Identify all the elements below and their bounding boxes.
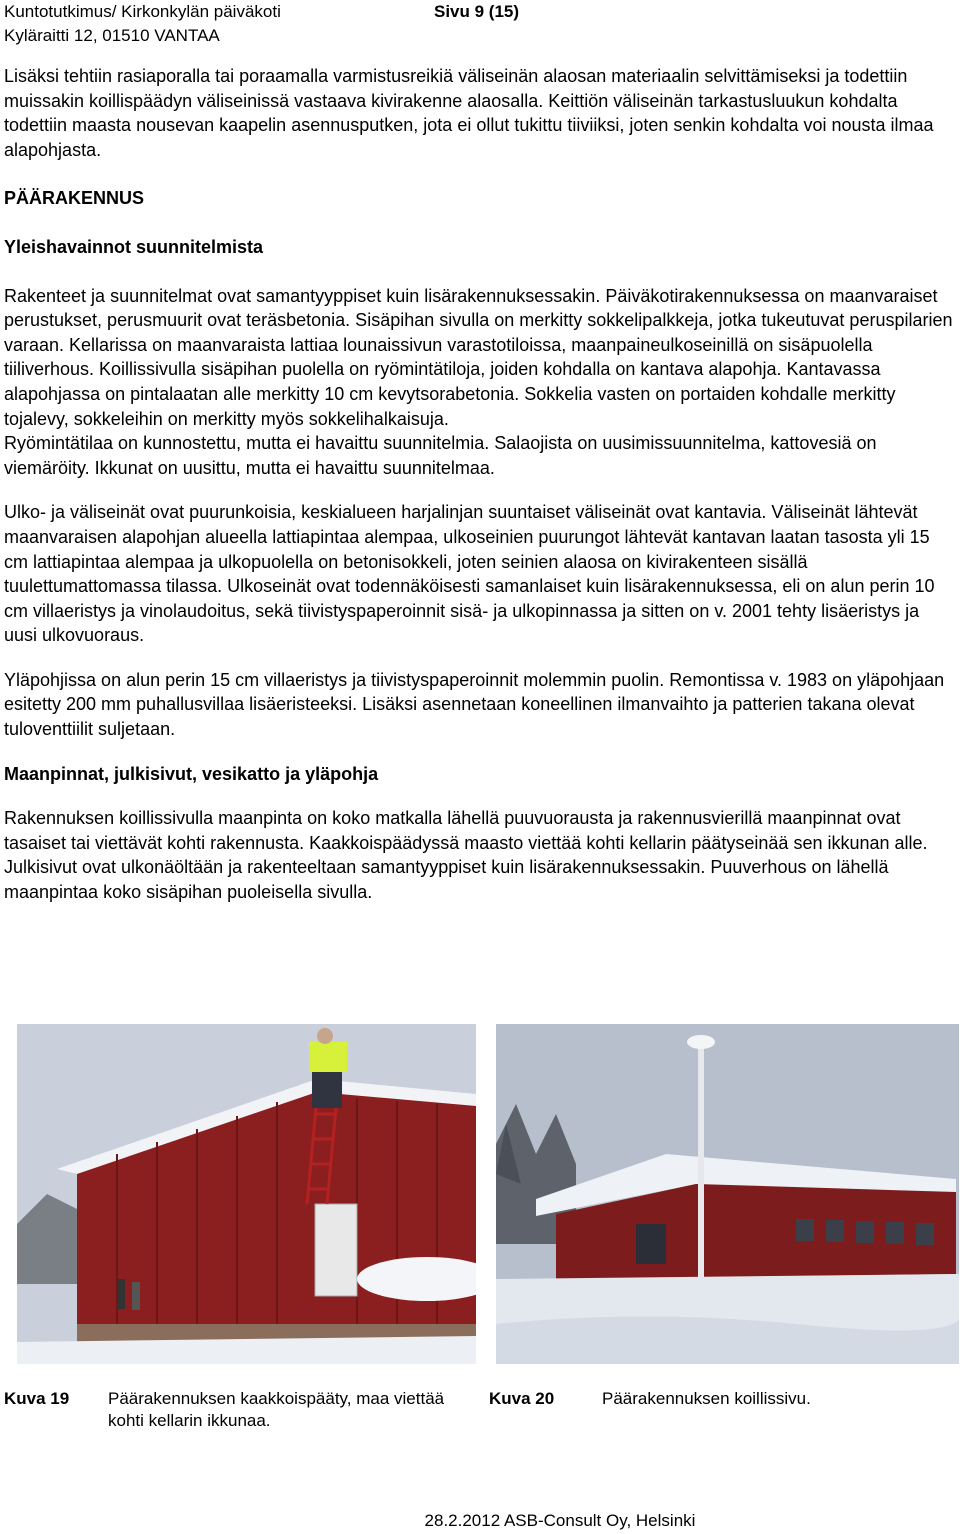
section-heading-main-building: PÄÄRAKENNUS [4, 188, 145, 209]
paragraph-intro: Lisäksi tehtiin rasiaporalla tai poraamalla varmistusreikiä väliseinän alaosan materiaalin selvittämiseksi ja todettiin muissakin koillispäädyn väliseinissä vastaava kivirakenne alaosalla. Keittiön väliseinän tarkastusluukun kohdalta todettiin maasta nousevan kaapelin asennusputken, jota ei ollut tukittu tiiviiksi, joten senkin kohdalta voi nousta ilmaa alapohjasta. [4, 66, 934, 160]
header-title: Kuntotutkimus/ Kirkonkylän päiväkoti [4, 2, 281, 21]
paragraph-walls: Ulko- ja väliseinät ovat puurunkoisia, keskialueen harjalinjan suuntaiset väliseinät ovat kantavia. Väliseinät lähtevät maanvaraisen alapohjan alueella lattiapintaa alempaa, ulkoseinien puurungot lähtevät kantavan laatan tasosta yli 15 cm lattiapintaa alempaa ja ulkopuolella on betonisokkeli, joten seinien alaosa on kivirakenteen sisällä tuulettumattomassa tilassa. Ulkoseinät ovat todennäköisesti samanlaiset kuin lisärakennuksessa, eli on alun perin 10 cm villaeristys ja vinolaudoitus, sekä tiivistyspaperoinnit sisä- ja ulkopinnassa ja sitten on v. 2001 tehty lisäeristys ja uusi ulkovuoraus. [4, 502, 935, 646]
caption-photo-19 [4, 1388, 69, 1410]
subheading-ground-facades-roof: Maanpinnat, julkisivut, vesikatto ja yläpohja [4, 763, 379, 784]
paragraph-structures: Rakenteet ja suunnitelmat ovat samantyyppiset kuin lisärakennuksessakin. Päiväkotirakennuksessa on maanvaraiset perustukset, perusmuurit ovat teräsbetonia. Sisäpihan sivulla on merkitty sokkelipalkkeja, jotka tukeutuvat peruspilarien varaan. Kellarissa on maanvaraista lattiaa lounaissivun varastotiloissa, maanpaineulkoseinillä on sisäpuolella tiiliverhous. Koillissivulla sisäpihan puolella on ryömintätiloja, joiden kohdalla on kantava alapohja. Kantavassa alapohjassa on pintalaatan alle merkitty 10 cm kevytsorabetonia. Sokkelia vasten on portaiden kohdalle merkitty tojalevy, sokkeleihin on merkitty myös sokkelihalkaisuja. [4, 285, 953, 429]
page-number: Sivu 9 (15) [434, 2, 520, 21]
footer-text: 28.2.2012 ASB-Consult Oy, Helsinki [424, 1511, 696, 1530]
page-header [4, 0, 520, 48]
page-footer [0, 1511, 960, 1531]
caption-text-19: Päärakennuksen kaakkoispääty, maa viettää kohti kellarin ikkunaa. [108, 1389, 445, 1430]
paragraph-ground: Rakennuksen koillissivulla maanpinta on koko matkalla lähellä puuvuorausta ja rakennusvierillä maanpinnat ovat tasaiset tai viettävät kohti rakennusta. Kaakkoispäädyssä maasto viettää kohti kellarin päätyseinää sen ikkunan alle. Julkisivut ovat ulkonäöltään ja rakenteeltaan samantyyppiset kuin lisärakennuksessakin. Puuverhous on lähellä maanpintaa koko sisäpihan puoleisella sivulla. [4, 808, 928, 903]
paragraph-roof: Yläpohjissa on alun perin 15 cm villaeristys ja tiivistyspaperoinnit molemmin puolin. Remontissa v. 1983 on yläpohjaan esitetty 200 mm puhallusvillaa lisäeristeeksi. Lisäksi asennetaan koneellinen ilmanvaihto ja patterien takana olevat tuloventtiilit suljetaan. [4, 669, 945, 740]
header-address: Kyläraitti 12, 01510 VANTAA [4, 26, 220, 45]
caption-photo-20 [489, 1388, 554, 1410]
subheading-general-observations: Yleishavainnot suunnitelmista [4, 236, 264, 257]
paragraph-crawlspace: Ryömintätilaa on kunnostettu, mutta ei havaittu suunnitelmia. Salaojista on uusimissuunnitelma, kattovesiä on viemäröity. Ikkunat on uusittu, mutta ei havaittu suunnitelmaa. [4, 433, 877, 478]
document-body [4, 64, 956, 905]
caption-text-20: Päärakennuksen koillissivu. [602, 1389, 811, 1408]
photo-northeast-side [496, 1024, 959, 1364]
caption-label-20: Kuva 20 [489, 1389, 555, 1408]
caption-label-19: Kuva 19 [4, 1389, 70, 1408]
photo-southeast-gable [17, 1024, 476, 1364]
